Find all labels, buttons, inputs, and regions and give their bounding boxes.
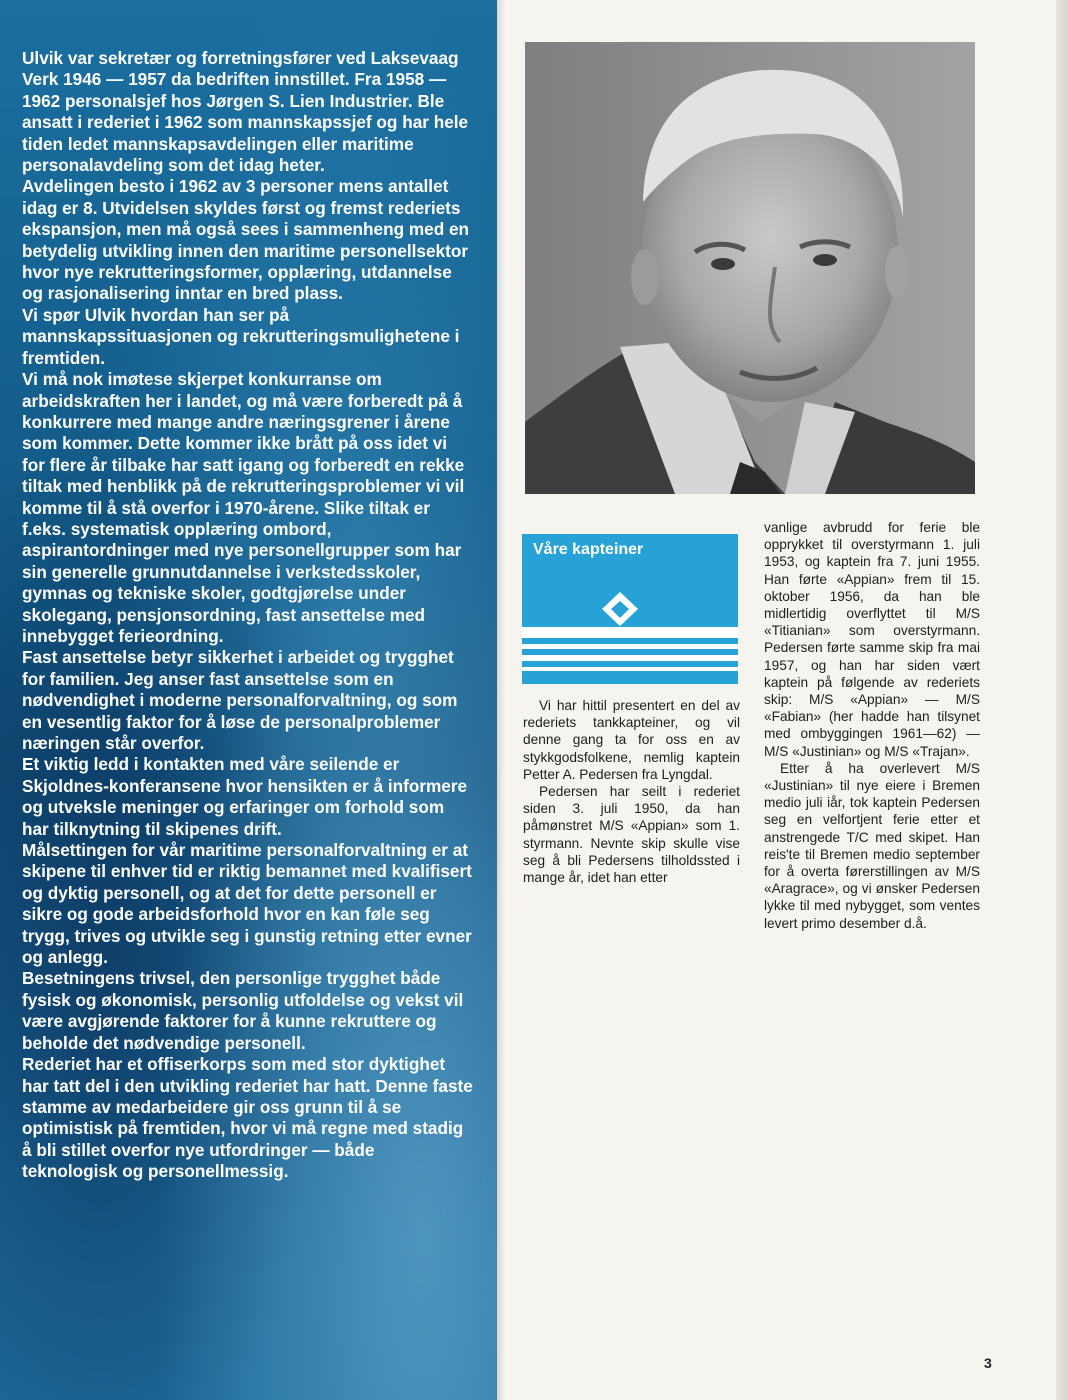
paragraph: Vi må nok imøtese skjerpet konkurranse om arbeidskraften her i landet, og må være forberedt på å konkurrere med mange andre næringsgrener i årene som kommer. Dette kommer ikke brått på oss idet vi for flere år tilbake har satt igang og forberedt en rekke tiltak med henblikk på de rekrutteringsproblemer vi vil komme til å stå overfor i 1970-årene. Slike tiltak er f.eks. systematisk opplæring ombord, aspirantordninger med nye personellgrupper som har sin generelle grunnutdannelse i verkstedsskoler, gymnas og tekniske skoler, godtgjørelse under skolegang, pensjonsordning, fast ansettelse med innebygget ferieordning.	[22, 369, 465, 646]
article-column-1	[523, 697, 740, 886]
article-column-2	[764, 519, 980, 932]
paragraph: Rederiet har et offiserkorps som med stor dyktighet har tatt del i den utvikling rederiet har hatt. Denne faste stamme av medarbeidere gir oss grunn til å se optimistisk på fremtiden, hvor vi må regne med stadig å bli stillet overfor nye utfordringer — både teknologisk og personellmessig.	[22, 1054, 473, 1182]
paragraph: Vi har hittil presentert en del av rederiets tankkapteiner, og vil denne gang ta for oss en av stykkgodsfolkene, nemlig kaptein Petter A. Pedersen fra Lyngdal.	[523, 698, 740, 782]
portrait-photo	[525, 42, 975, 494]
paragraph: Vi spør Ulvik hvordan han ser på mannskapssituasjonen og rekrutteringsmulighetene i fremtiden.	[22, 304, 460, 368]
paragraph: Avdelingen besto i 1962 av 3 personer mens antallet idag er 8. Utvidelsen skyldes først og fremst rederiets ekspansjon, men må også sees i sammenheng med en betydelig utvikling innen den maritime personellsektor hvor nye rekrutteringsformer, opplæring, utdannelse og rasjonalisering inntar en bred plass.	[22, 176, 470, 304]
paragraph: Besetningens trivsel, den personlige trygghet både fysisk og økonomisk, personlig utfoldelse og vekst vil være avgjørende faktorer for å kunne rekruttere og beholde det nødvendige personell.	[22, 968, 464, 1053]
paragraph: Fast ansettelse betyr sikkerhet i arbeidet og trygghet for familien. Jeg anser fast ansettelse som en nødvendighet i moderne personalforvaltning, og som en vesentlig faktor for å løse de personalproblemer næringen står overfor.	[22, 647, 458, 753]
paragraph: vanlige avbrudd for ferie ble opprykket til overstyrmann 1. juli 1953, og kaptein fra 7. juni 1955. Han førte «Appian» frem til 15. oktober 1956, da han ble midlertidig overflyttet til M/S «Titianian» som overstyrmann. Pedersen førte samme skip fra mai 1957, og han har siden vært kaptein på følgende av rederiets skip: M/S «Appian» — M/S «Fabian» (her hadde han tilsynet med ombyggingen 1961—62) — M/S «Justinian» og M/S «Trajan».	[764, 520, 980, 759]
paragraph: Et viktig ledd i kontakten med våre seilende er Skjoldnes-konferansene hvor hensikten er å informere og utveksle meninger og erfaringer om forhold som har tilknytning til skipenes drift.	[22, 754, 468, 839]
page-number: 3	[984, 1355, 992, 1371]
paragraph: Pedersen har seilt i rederiet siden 3. juli 1950, da han påmønstret M/S «Appian» som 1. styrmann. Nevnte skip skulle vise seg å bli Pedersens tilholdssted i mange år, idet han etter	[523, 784, 740, 886]
paragraph: Etter å ha overlevert M/S «Justinian» til nye eiere i Bremen medio juli iår, tok kaptein Pedersen seg en velfortjent ferie etter et anstrengede T/C med skipet. Han reis'te til Bremen medio september for å overta førerstillingen av M/S «Aragrace», og vi ønsker Pedersen lykke til med nybygget, som ventes levert primo desember d.å.	[764, 760, 980, 931]
banner-title: Våre kapteiner	[533, 541, 644, 558]
page-edge	[1056, 0, 1068, 1400]
left-blue-panel	[0, 0, 497, 1400]
paragraph: Ulvik var sekretær og forretningsfører ved Laksevaag Verk 1946 — 1957 da bedriften innstillet. Fra 1958 — 1962 personalsjef hos Jørgen S. Lien Industrier. Ble ansatt i rederiet i 1962 som mannskapssjef og har hele tiden ledet mannskapsavdelingen eller maritime personalavdeling som det idag heter.	[22, 48, 469, 176]
paragraph: Målsettingen for vår maritime personalforvaltning er at skipene til enhver tid er riktig bemannet med kvalifisert og dyktig personell, og at det for dette personell er sikre og gode arbeidsforhold hvor en kan føle seg trygg, trives og utvikle seg i gunstig retning etter evner og anlegg.	[22, 840, 472, 968]
vaare-kapteiner-banner	[522, 534, 738, 684]
interview-text	[22, 48, 474, 1183]
page-fold-shadow	[497, 0, 505, 1400]
